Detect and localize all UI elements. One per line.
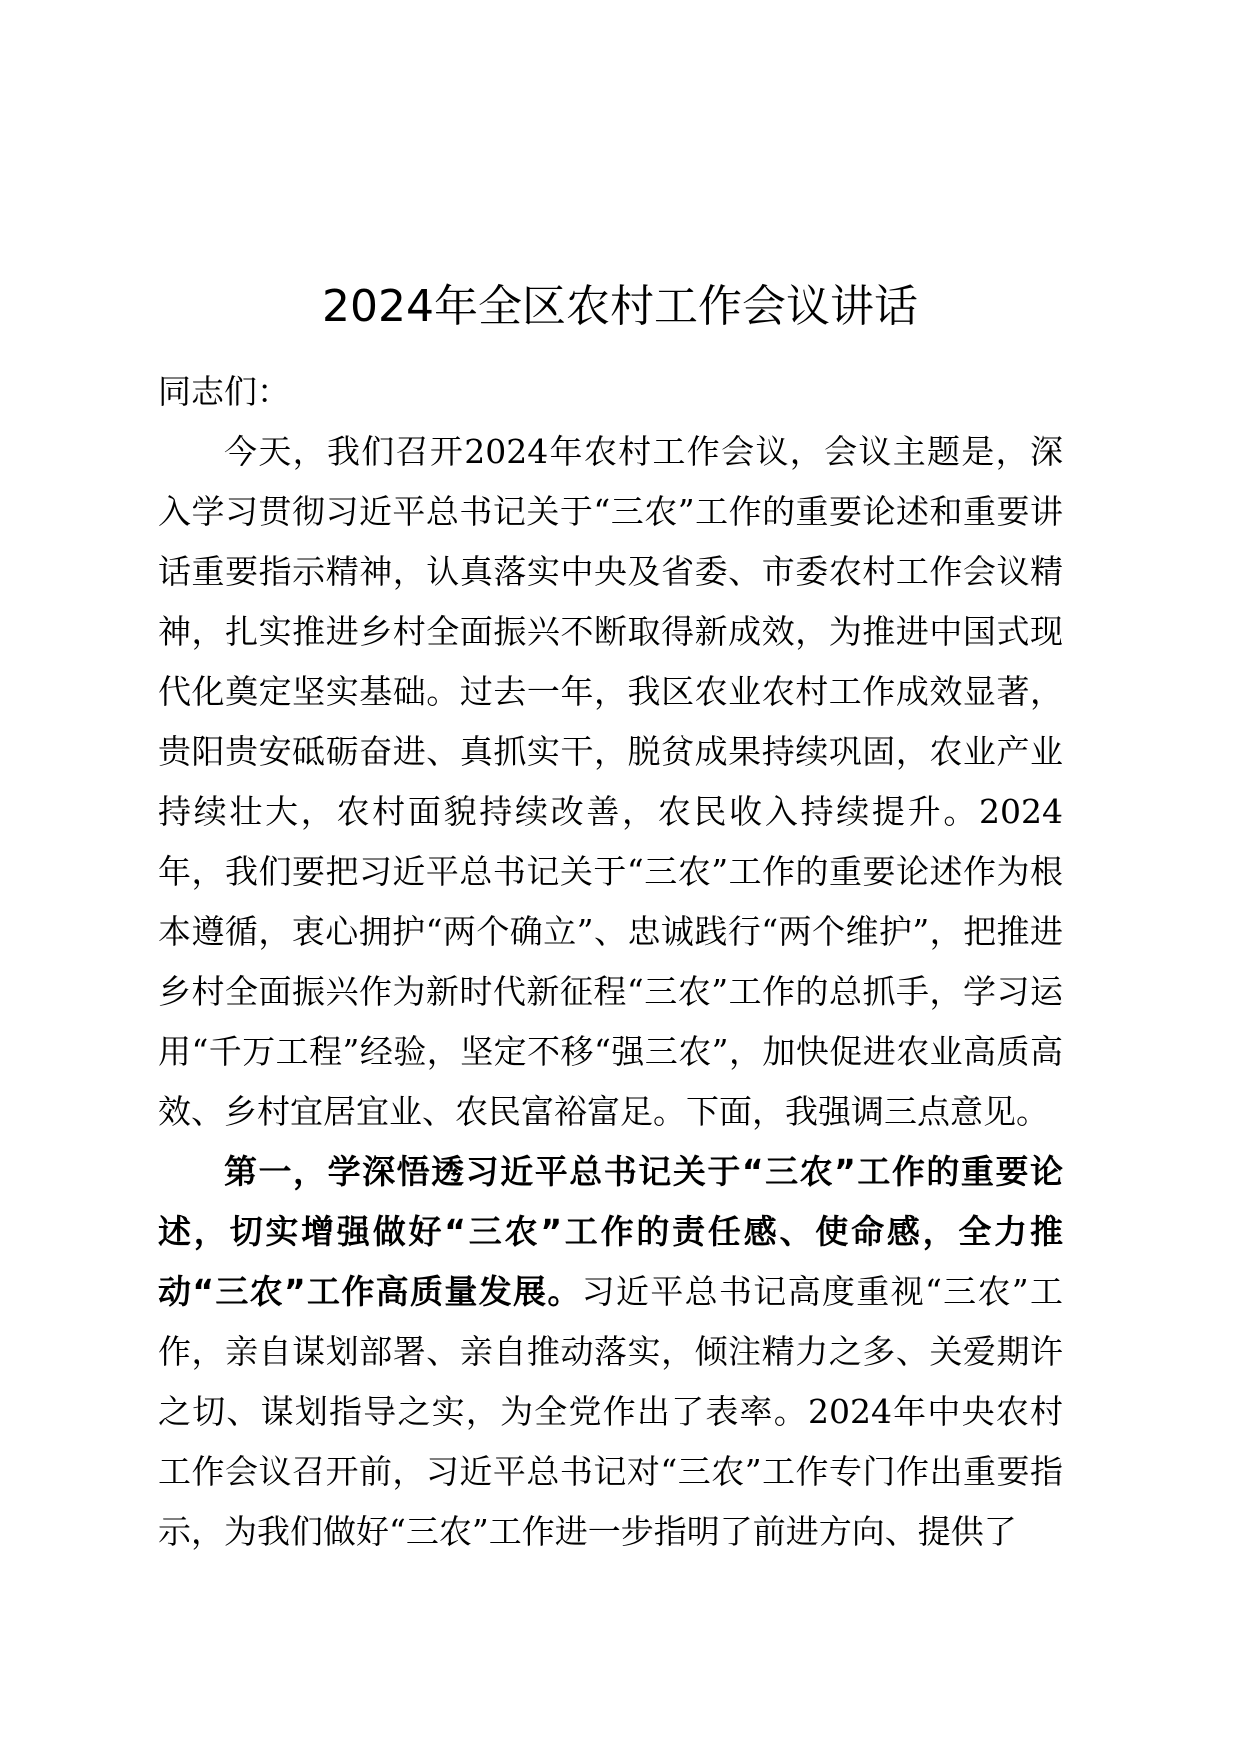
first-point-body: 习近平总书记高度重视“三农”工作，亲自谋划部署、亲自推动落实，倾注精力之多、关爱期许之切、谋划指导之实，为全党作出了表率。2024年中央农村工作会议召开前，习近平总书记对“三农”工作专门作出重要指示，为我们做好“三农”工作进一步指明了前进方向、提供了 bbox=[158, 1272, 1063, 1551]
first-point-heading: 第一，学深悟透习近平总书记关于“三农”工作的重要论述，切实增强做好“三农”工作的责任感、使命感，全力推动“三农”工作高质量发展。 bbox=[158, 1152, 1063, 1311]
salutation: 同志们： bbox=[158, 372, 290, 411]
document-title: 2024年全区农村工作会议讲话 bbox=[322, 281, 918, 332]
document-body bbox=[158, 362, 1063, 1562]
paragraph-intro: 今天，我们召开2024年农村工作会议，会议主题是，深入学习贯彻习近平总书记关于“三农”工作的重要论述和重要讲话重要指示精神，认真落实中央及省委、市委农村工作会议精神，扎实推进乡村全面振兴不断取得新成效，为推进中国式现代化奠定坚实基础。过去一年，我区农业农村工作成效显著，贵阳贵安砥砺奋进、真抓实干，脱贫成果持续巩固，农业产业持续壮大，农村面貌持续改善，农民收入持续提升。2024年，我们要把习近平总书记关于“三农”工作的重要论述作为根本遵循，衷心拥护“两个确立”、忠诚践行“两个维护”，把推进乡村全面振兴作为新时代新征程“三农”工作的总抓手，学习运用“千万工程”经验，坚定不移“强三农”，加快促进农业高质高效、乡村宜居宜业、农民富裕富足。下面，我强调三点意见。 bbox=[158, 432, 1063, 1131]
paragraph-first-point bbox=[158, 1142, 1063, 1562]
